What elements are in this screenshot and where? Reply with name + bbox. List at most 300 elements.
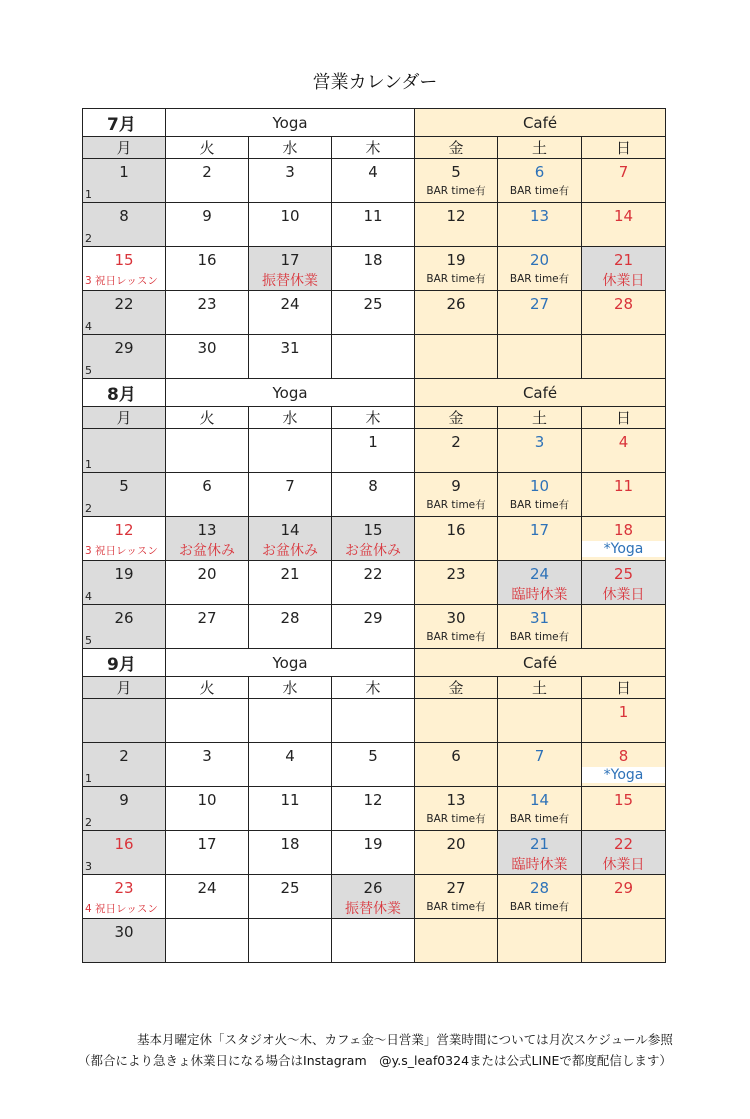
day-cell (332, 159, 415, 203)
day-cell (582, 159, 666, 203)
day-number: 8 (618, 747, 629, 765)
day-number: 1 (368, 433, 378, 451)
day-cell (249, 429, 332, 473)
day-cell (166, 699, 249, 743)
week-row (83, 473, 666, 517)
day-number: 3 (534, 433, 545, 451)
day-cell (415, 429, 498, 473)
weekday-label: 土 (498, 407, 582, 429)
day-number: 5 (119, 477, 129, 495)
day-cell (249, 919, 332, 963)
day-number: 10 (197, 791, 217, 809)
day-cell (332, 561, 415, 605)
weekday-header-row (83, 137, 666, 159)
day-cell (83, 247, 166, 291)
day-number: 15 (114, 251, 134, 269)
day-number: 25 (613, 565, 634, 583)
closed-label: 振替休業 (262, 273, 318, 289)
day-cell (582, 743, 666, 787)
weekday-label: 水 (249, 407, 332, 429)
day-number: 28 (280, 609, 300, 627)
day-number: 3 (285, 163, 295, 181)
day-cell (498, 159, 582, 203)
weekday-label: 月 (83, 137, 166, 159)
day-number: 26 (363, 879, 383, 897)
day-cell (249, 473, 332, 517)
day-cell (83, 203, 166, 247)
day-cell (582, 561, 666, 605)
day-cell (166, 517, 249, 561)
day-number: 14 (529, 791, 550, 809)
week-row (83, 831, 666, 875)
day-number: 9 (119, 791, 129, 809)
day-number: 25 (280, 879, 300, 897)
day-cell (498, 473, 582, 517)
closed-label: お盆休み (179, 543, 235, 559)
day-number: 26 (446, 295, 466, 313)
day-cell (249, 875, 332, 919)
day-cell (498, 605, 582, 649)
day-number: 12 (114, 521, 134, 539)
week-row (83, 517, 666, 561)
day-cell (498, 429, 582, 473)
week-row (83, 291, 666, 335)
day-cell (415, 247, 498, 291)
day-cell (166, 473, 249, 517)
day-cell (332, 875, 415, 919)
day-cell (166, 429, 249, 473)
day-number: 20 (529, 251, 550, 269)
day-cell (249, 159, 332, 203)
weekday-label: 金 (415, 137, 498, 159)
day-cell (582, 875, 666, 919)
day-number: 31 (529, 609, 550, 627)
day-cell (166, 203, 249, 247)
day-cell (83, 517, 166, 561)
week-number: 4 (85, 903, 92, 915)
day-number: 27 (197, 609, 217, 627)
page-title: 営業カレンダー (312, 72, 438, 93)
day-cell (415, 203, 498, 247)
cafe-section-label: Café (415, 379, 666, 407)
day-cell (166, 919, 249, 963)
day-cell (415, 159, 498, 203)
day-number: 21 (613, 251, 634, 269)
day-number: 24 (529, 565, 550, 583)
yoga-tag: *Yoga (582, 767, 665, 783)
holiday-lesson-text: 祝日レッスン (95, 903, 158, 915)
day-cell (166, 831, 249, 875)
day-number: 22 (363, 565, 383, 583)
day-number: 23 (114, 879, 134, 897)
day-number: 16 (197, 251, 217, 269)
day-number: 7 (618, 163, 629, 181)
day-number: 15 (613, 791, 634, 809)
weekday-label: 火 (166, 407, 249, 429)
week-row (83, 159, 666, 203)
weekday-label: 水 (249, 137, 332, 159)
day-number: 9 (202, 207, 212, 225)
day-number: 11 (280, 791, 300, 809)
week-row (83, 203, 666, 247)
day-cell (415, 787, 498, 831)
day-cell (83, 875, 166, 919)
day-number: 23 (446, 565, 466, 583)
weekday-label: 金 (415, 677, 498, 699)
day-cell (332, 291, 415, 335)
day-number: 6 (202, 477, 212, 495)
day-cell (498, 699, 582, 743)
day-number: 30 (446, 609, 466, 627)
week-row (83, 743, 666, 787)
bar-time-note: BAR time有 (509, 631, 570, 643)
yoga-tag: *Yoga (582, 541, 665, 557)
month-header-row (83, 649, 666, 677)
week-number: 4 (85, 320, 92, 333)
week-row (83, 561, 666, 605)
day-cell (249, 561, 332, 605)
weekday-label: 金 (415, 407, 498, 429)
day-cell (415, 831, 498, 875)
week-number: 3 (85, 860, 92, 873)
week-number: 2 (85, 232, 92, 245)
day-cell (498, 517, 582, 561)
day-cell (582, 247, 666, 291)
day-cell (582, 831, 666, 875)
day-cell (332, 831, 415, 875)
day-cell (166, 875, 249, 919)
day-number: 5 (451, 163, 461, 181)
week-row (83, 787, 666, 831)
day-number: 9 (451, 477, 461, 495)
bar-time-note: BAR time有 (426, 631, 486, 643)
week-row (83, 919, 666, 963)
week-number: 1 (85, 458, 92, 471)
day-number: 22 (114, 295, 134, 313)
day-number: 16 (114, 835, 134, 853)
day-number: 17 (529, 521, 550, 539)
day-cell (166, 605, 249, 649)
footer-note-hours: 基本月曜定休「スタジオ火～木、カフェ金～日営業」営業時間については月次スケジュール参照 (137, 1032, 673, 1047)
day-cell (249, 743, 332, 787)
weekday-header-row (83, 407, 666, 429)
day-cell (415, 699, 498, 743)
month-label: 9月 (83, 649, 166, 677)
week-number: 4 (85, 590, 92, 603)
day-cell (332, 699, 415, 743)
day-cell (83, 429, 166, 473)
day-number: 19 (446, 251, 466, 269)
day-number: 29 (114, 339, 134, 357)
day-number: 29 (363, 609, 383, 627)
week-number: 3 (85, 545, 92, 557)
day-cell (332, 247, 415, 291)
day-number: 22 (613, 835, 634, 853)
day-number: 20 (446, 835, 466, 853)
day-number: 2 (119, 747, 129, 765)
day-number: 2 (202, 163, 212, 181)
closed-label: 臨時休業 (511, 857, 568, 873)
day-number: 12 (363, 791, 383, 809)
day-number: 30 (114, 923, 134, 941)
day-cell (582, 291, 666, 335)
day-number: 23 (197, 295, 217, 313)
weekday-label: 月 (83, 677, 166, 699)
day-cell (415, 605, 498, 649)
weekday-label: 土 (498, 677, 582, 699)
bar-time-note: BAR time有 (426, 499, 486, 511)
day-cell (332, 787, 415, 831)
closed-label: 休業日 (602, 857, 645, 873)
closed-label: 臨時休業 (511, 587, 568, 603)
day-cell (249, 787, 332, 831)
day-cell (83, 743, 166, 787)
day-number: 7 (285, 477, 295, 495)
weekday-label: 日 (582, 407, 666, 429)
day-cell (498, 919, 582, 963)
weekday-label: 木 (332, 137, 415, 159)
weekday-header-row (83, 677, 666, 699)
day-cell (332, 517, 415, 561)
day-number: 20 (197, 565, 217, 583)
day-number: 4 (618, 433, 629, 451)
day-number: 19 (363, 835, 383, 853)
day-number: 28 (613, 295, 634, 313)
week-number: 2 (85, 816, 92, 829)
day-cell (415, 743, 498, 787)
day-cell (498, 335, 582, 379)
day-cell (582, 335, 666, 379)
day-cell (166, 291, 249, 335)
day-number: 29 (613, 879, 634, 897)
day-cell (332, 743, 415, 787)
week-row (83, 699, 666, 743)
day-cell (415, 561, 498, 605)
day-cell (582, 787, 666, 831)
day-cell (582, 919, 666, 963)
day-cell (249, 699, 332, 743)
day-number: 18 (280, 835, 300, 853)
day-number: 15 (363, 521, 383, 539)
closed-label: お盆休み (262, 543, 318, 559)
day-cell (498, 743, 582, 787)
week-number: 3 (85, 275, 92, 287)
bar-time-note: BAR time有 (426, 185, 486, 197)
day-number: 11 (363, 207, 383, 225)
day-cell (415, 291, 498, 335)
week-number: 5 (85, 364, 92, 377)
day-cell (582, 473, 666, 517)
weekday-label: 土 (498, 137, 582, 159)
day-cell (415, 335, 498, 379)
week-row (83, 429, 666, 473)
day-cell (166, 247, 249, 291)
day-cell (249, 335, 332, 379)
bar-time-note: BAR time有 (509, 273, 570, 285)
week-number: 1 (85, 772, 92, 785)
day-cell (166, 335, 249, 379)
day-cell (498, 291, 582, 335)
day-number: 13 (446, 791, 466, 809)
bar-time-note: BAR time有 (509, 901, 570, 913)
cafe-section-label: Café (415, 109, 666, 137)
day-number: 24 (197, 879, 217, 897)
holiday-lesson-text: 祝日レッスン (95, 275, 158, 287)
weekday-label: 月 (83, 407, 166, 429)
weekday-label: 火 (166, 677, 249, 699)
day-cell (332, 429, 415, 473)
day-cell (498, 247, 582, 291)
yoga-section-label: Yoga (166, 649, 415, 677)
day-cell (83, 831, 166, 875)
weekday-label: 水 (249, 677, 332, 699)
closed-label: 振替休業 (345, 901, 401, 917)
day-cell (166, 561, 249, 605)
day-number: 14 (613, 207, 634, 225)
yoga-section-label: Yoga (166, 109, 415, 137)
day-cell (249, 517, 332, 561)
day-cell (582, 517, 666, 561)
day-cell (415, 473, 498, 517)
day-cell (415, 919, 498, 963)
day-cell (83, 561, 166, 605)
day-number: 1 (119, 163, 129, 181)
day-number: 19 (114, 565, 134, 583)
day-cell (582, 605, 666, 649)
day-cell (332, 473, 415, 517)
day-number: 14 (280, 521, 300, 539)
day-number: 6 (534, 163, 545, 181)
day-number: 18 (363, 251, 383, 269)
day-cell (249, 203, 332, 247)
day-cell (415, 875, 498, 919)
day-cell (166, 743, 249, 787)
cafe-section-label: Café (415, 649, 666, 677)
weekday-label: 火 (166, 137, 249, 159)
day-number: 13 (197, 521, 217, 539)
holiday-lesson-text: 祝日レッスン (95, 545, 158, 557)
day-cell (83, 919, 166, 963)
day-number: 18 (613, 521, 634, 539)
closed-label: 休業日 (602, 273, 645, 289)
closed-label: お盆休み (345, 543, 401, 559)
day-number: 1 (618, 703, 629, 721)
day-cell (498, 831, 582, 875)
day-number: 8 (119, 207, 129, 225)
bar-time-note: BAR time有 (509, 499, 570, 511)
week-row (83, 335, 666, 379)
yoga-section-label: Yoga (166, 379, 415, 407)
day-number: 31 (280, 339, 300, 357)
month-header-row (83, 379, 666, 407)
day-cell (582, 203, 666, 247)
day-number: 7 (534, 747, 545, 765)
day-cell (83, 291, 166, 335)
day-number: 8 (368, 477, 378, 495)
bar-time-note: BAR time有 (509, 813, 570, 825)
holiday-lesson-label (85, 273, 158, 288)
week-number: 1 (85, 188, 92, 201)
closed-label: 休業日 (602, 587, 645, 603)
month-label: 8月 (83, 379, 166, 407)
day-cell (582, 429, 666, 473)
day-cell (332, 203, 415, 247)
month-label: 7月 (83, 109, 166, 137)
day-cell (498, 875, 582, 919)
day-cell (249, 291, 332, 335)
day-number: 5 (368, 747, 378, 765)
week-row (83, 605, 666, 649)
day-cell (166, 787, 249, 831)
day-number: 27 (446, 879, 466, 897)
day-number: 10 (280, 207, 300, 225)
day-number: 25 (363, 295, 383, 313)
weekday-label: 木 (332, 407, 415, 429)
day-number: 4 (368, 163, 378, 181)
day-number: 11 (613, 477, 634, 495)
day-cell (83, 699, 166, 743)
day-number: 27 (529, 295, 550, 313)
day-number: 17 (197, 835, 217, 853)
day-number: 26 (114, 609, 134, 627)
day-number: 12 (446, 207, 466, 225)
day-number: 24 (280, 295, 300, 313)
day-number: 21 (280, 565, 300, 583)
day-cell (498, 561, 582, 605)
weekday-label: 日 (582, 677, 666, 699)
day-cell (83, 335, 166, 379)
day-cell (83, 473, 166, 517)
holiday-lesson-label (85, 543, 158, 558)
day-cell (83, 605, 166, 649)
business-calendar (82, 108, 666, 963)
day-number: 4 (285, 747, 295, 765)
bar-time-note: BAR time有 (426, 813, 486, 825)
week-row (83, 247, 666, 291)
holiday-lesson-label (85, 901, 158, 916)
day-cell (498, 787, 582, 831)
day-cell (249, 605, 332, 649)
day-cell (332, 919, 415, 963)
day-number: 16 (446, 521, 466, 539)
bar-time-note: BAR time有 (426, 273, 486, 285)
day-cell (83, 787, 166, 831)
bar-time-note: BAR time有 (509, 185, 570, 197)
day-cell (498, 203, 582, 247)
bar-time-note: BAR time有 (426, 901, 486, 913)
day-cell (83, 159, 166, 203)
day-number: 6 (451, 747, 461, 765)
day-cell (249, 831, 332, 875)
day-number: 30 (197, 339, 217, 357)
day-number: 21 (529, 835, 550, 853)
day-number: 2 (451, 433, 461, 451)
day-cell (249, 247, 332, 291)
day-number: 3 (202, 747, 212, 765)
day-cell (166, 159, 249, 203)
day-cell (582, 699, 666, 743)
day-number: 28 (529, 879, 550, 897)
footer-note-contact: （都合により急きょ休業日になる場合はInstagram @y.s_leaf0324または公式LINEで都度配信します） (78, 1053, 672, 1068)
week-row (83, 875, 666, 919)
weekday-label: 日 (582, 137, 666, 159)
weekday-label: 木 (332, 677, 415, 699)
day-cell (415, 517, 498, 561)
week-number: 5 (85, 634, 92, 647)
week-number: 2 (85, 502, 92, 515)
day-cell (332, 335, 415, 379)
day-cell (332, 605, 415, 649)
